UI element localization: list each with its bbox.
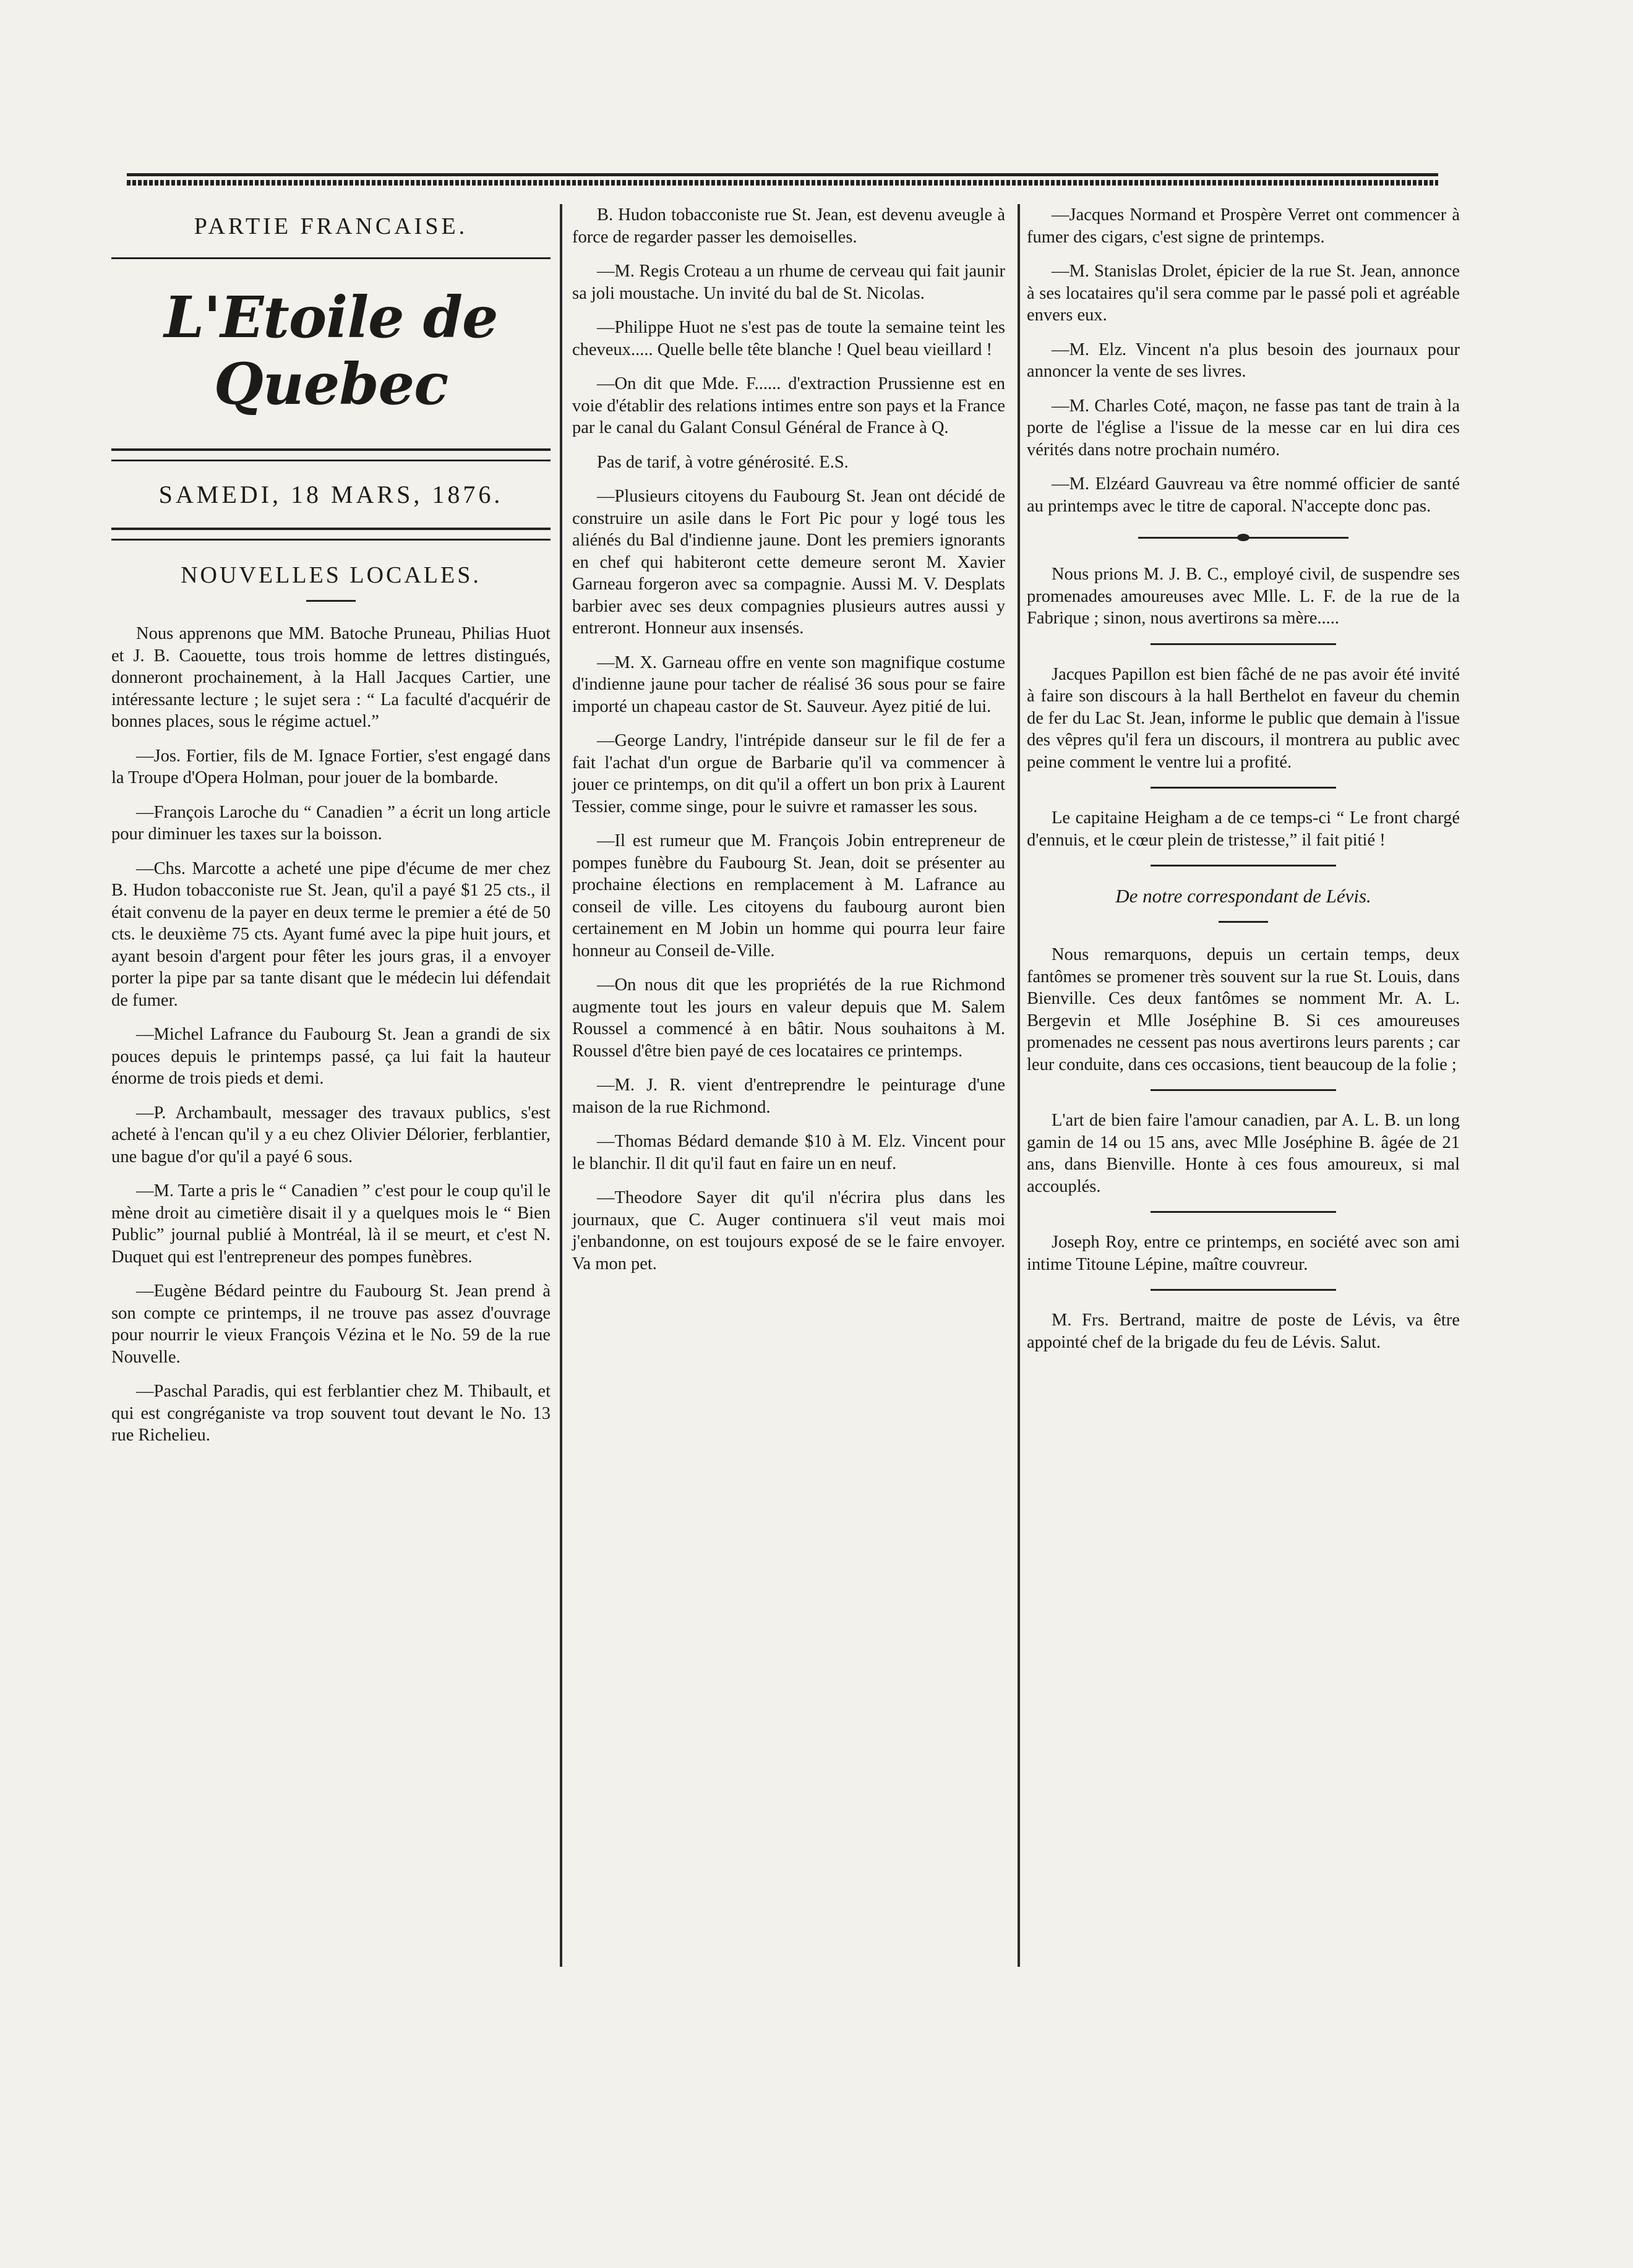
- rule: [1151, 1211, 1336, 1213]
- news-item: —M. Regis Croteau a un rhume de cerveau qui fait jaunir sa joli moustache. Un invité du bal de St. Nicolas.: [572, 262, 1005, 303]
- column-title: NOUVELLES LOCALES.: [181, 562, 481, 588]
- rule: [306, 600, 356, 602]
- news-item: —Philippe Huot ne s'est pas de toute la semaine teint les cheveux..... Quelle belle tête blanche ! Quel beau vieillard !: [572, 318, 1005, 359]
- rule: [1151, 1289, 1336, 1291]
- news-item: —On dit que Mde. F...... d'extraction Prussienne est en voie d'établir des relations intimes entre son pays et la France par le canal du Galant Consul Général de France à Q.: [572, 374, 1006, 437]
- news-item: M. Frs. Bertrand, maitre de poste de Lévis, va être appointé chef de la brigade du feu de Lévis. Salut.: [1027, 1311, 1460, 1352]
- rule: [111, 528, 551, 541]
- correspondent-heading: De notre correspondant de Lévis.: [1115, 885, 1371, 907]
- news-item: —Il est rumeur que M. François Jobin entrepreneur de pompes funèbre du Faubourg St. Jean, doit se présenter au prochaine élections en remplacement à M. Lafrance au conseil de ville. Les citoyens du faubourg auront bien certainement en M Jobin un homme qui pourra leur faire honneur au Conseil de-Ville.: [572, 831, 1005, 961]
- rule: [1151, 1089, 1336, 1091]
- column-rule: [1018, 204, 1020, 1967]
- column-3: [1027, 204, 1460, 1366]
- news-item: —M. Charles Coté, maçon, ne fasse pas tant de train à la porte de l'église a l'issue de la messe car en lui dira ces vérités dans notre prochain numéro.: [1027, 396, 1460, 460]
- rule: [111, 448, 551, 461]
- news-item: —M. J. R. vient d'entreprendre le peinturage d'une maison de la rue Richmond.: [572, 1076, 1005, 1117]
- rule: [1219, 921, 1268, 923]
- news-item: —M. Stanislas Drolet, épicier de la rue St. Jean, annonce à ses locataires qu'il sera comme par le passé poli et agréable envers eux.: [1027, 262, 1460, 325]
- news-item: B. Hudon tobacconiste rue St. Jean, est devenu aveugle à force de regarder passer les demoiselles.: [572, 205, 1005, 247]
- news-item: Nous remarquons, depuis un certain temps, deux fantômes se promener très souvent sur la rue St. Louis, dans Bienville. Ces deux fantômes se nomment Mr. A. L. Bergevin et Mlle Joséphine B. Si ces amoureuses promenades ne cessent pas nous avertirons leurs parents ; car leur conduite, dans ces occasions, tient beaucoup de la folie ;: [1027, 945, 1460, 1074]
- news-item: —François Laroche du “ Canadien ” a écrit un long article pour diminuer les taxes sur la boisson.: [111, 802, 551, 844]
- news-item: —Thomas Bédard demande $10 à M. Elz. Vincent pour le blanchir. Il dit qu'il faut en faire un en neuf.: [572, 1132, 1005, 1173]
- news-item: —M. Elz. Vincent n'a plus besoin des journaux pour annoncer la vente de ses livres.: [1027, 340, 1460, 381]
- news-item: —Paschal Paradis, qui est ferblantier chez M. Thibault, et qui est congréganiste va trop souvent tout devant le No. 13 rue Richelieu.: [111, 1382, 551, 1445]
- news-item: Nous apprenons que MM. Batoche Pruneau, Philias Huot et J. B. Caouette, tous trois homme de lettres distingués, donneront prochainement, à la Hall Jacques Cartier, une intéressante lecture ; le sujet sera : “ La faculté d'acquérir de bonnes places, sous le régime actuel.”: [111, 624, 551, 731]
- top-rule: [127, 173, 1438, 189]
- rule: [1151, 643, 1336, 645]
- news-item: —Jos. Fortier, fils de M. Ignace Fortier, s'est engagé dans la Troupe d'Opera Holman, pour jouer de la bombarde.: [111, 746, 551, 787]
- rule: [111, 257, 551, 259]
- news-item: —On nous dit que les propriétés de la rue Richmond augmente tout les jours en valeur depuis que M. Salem Roussel a commencé à en bâtir. Nous souhaitons à M. Roussel d'être bien payé de ces locataires ce printemps.: [572, 975, 1005, 1061]
- news-item: —M. Elzéard Gauvreau va être nommé officier de santé au printemps avec le titre de caporal. N'accepte donc pas.: [1027, 474, 1460, 516]
- news-item: —Michel Lafrance du Faubourg St. Jean a grandi de six pouces depuis le printemps passé, ça lui fait la hauteur énorme de trois pieds et demi.: [111, 1025, 551, 1088]
- news-item: —M. X. Garneau offre en vente son magnifique costume d'indienne jaune pour tacher de réalisé 36 sous pour se faire importé un chapeau castor de St. Sauveur. Ayez pitié de lui.: [572, 653, 1005, 716]
- news-item: —Theodore Sayer dit qu'il n'écrira plus dans les journaux, que C. Auger continuera s'il veut mais moi j'enbandonne, on est toujours exposé de se le faire envoyer. Va mon pet.: [572, 1188, 1005, 1273]
- news-item: —Chs. Marcotte a acheté une pipe d'écume de mer chez B. Hudon tobacconiste rue St. Jean, qu'il a payé $1 25 cts., il était convenu de la payer en deux terme le premier a été de 50 cts. le deuxième 75 cts. Ayant fumé avec la pipe huit jours, et ayant besoin d'argent pour fêter les jours gras, il a envoyer porter la pipe par sa tante disant que le médecin lui défendait de fumer.: [111, 858, 551, 1010]
- news-item: Nous prions M. J. B. C., employé civil, de suspendre ses promenades amoureuses avec Mlle. L. F. de la rue de la Fabrique ; sinon, nous avertirons sa mère.....: [1027, 565, 1460, 628]
- news-item: —P. Archambault, messager des travaux publics, s'est acheté à l'encan qu'il y a eu chez Olivier Délorier, ferblantier, une bague d'or qu'il a payé 6 sous.: [111, 1103, 551, 1166]
- news-item: —Eugène Bédard peintre du Faubourg St. Jean prend à son compte ce printemps, il ne trouve pas assez d'ouvrage pour nourrir le vieux François Vézina et le No. 59 de la rue Nouvelle.: [111, 1282, 551, 1367]
- rule: [1151, 865, 1336, 867]
- rule: [1151, 787, 1336, 789]
- news-item: —George Landry, l'intrépide danseur sur le fil de fer a fait l'achat d'un orgue de Barbarie qu'il va commencer à jouer ce printemps, on dit qu'il a offert un bon prix à Laurent Tessier, comme singe, pour le suivre et ramasser les sous.: [572, 731, 1005, 816]
- news-item: Le capitaine Heigham a de ce temps-ci “ Le front chargé d'ennuis, et le cœur plein de tristesse,” il fait pitié !: [1027, 808, 1460, 850]
- news-item: Joseph Roy, entre ce printemps, en société avec son ami intime Titoune Lépine, maître couvreur.: [1027, 1233, 1460, 1274]
- issue-date: SAMEDI, 18 MARS, 1876.: [158, 481, 504, 508]
- column-rule: [560, 204, 562, 1967]
- news-item: L'art de bien faire l'amour canadien, par A. L. B. un long gamin de 14 ou 15 ans, avec Mlle Joséphine B. âgée de 21 ans, dans Bienville. Honte à ces fous amoureux, si mal accouplés.: [1027, 1111, 1460, 1196]
- news-item: —M. Tarte a pris le “ Canadien ” c'est pour le coup qu'il le mène droit au cimetière disait il y a quelques mois le “ Bien Public” journal publié à Montréal, là il se meurt, et c'est N. Duquet qui est l'entrepreneur des pompes funèbres.: [111, 1181, 551, 1267]
- news-item: Pas de tarif, à votre générosité. E.S.: [597, 452, 849, 472]
- news-item: Jacques Papillon est bien fâché de ne pas avoir été invité à faire son discours à la hall Berthelot en faveur du chemin de fer du Lac St. Jean, informe le public que demain à l'issue des vêpres qu'il fera un discours, il montrera au public avec peine comment le ventre lui a profité.: [1027, 664, 1460, 772]
- column-2: [572, 204, 1005, 1287]
- ornament-rule: [1138, 537, 1348, 539]
- masthead: L'Etoile de Quebec: [164, 284, 498, 417]
- news-item: —Jacques Normand et Prospère Verret ont commencer à fumer des cigars, c'est signe de printemps.: [1027, 205, 1460, 247]
- section-heading: PARTIE FRANCAISE.: [194, 213, 468, 239]
- news-item: —Plusieurs citoyens du Faubourg St. Jean ont décidé de construire un asile dans le Fort Pic pour y logé tous les aliénés du Bal d'indienne jaune. Dont les premiers ignorants en chef qui habiteront cette demeure seront M. Xavier Garneau forgeron avec sa compagnie. Aussi M. V. Desplats barbier avec ses deux compagnies plusieurs autres aussi y entreront. Honneur aux insensés.: [572, 487, 1005, 638]
- column-1: [111, 204, 551, 1459]
